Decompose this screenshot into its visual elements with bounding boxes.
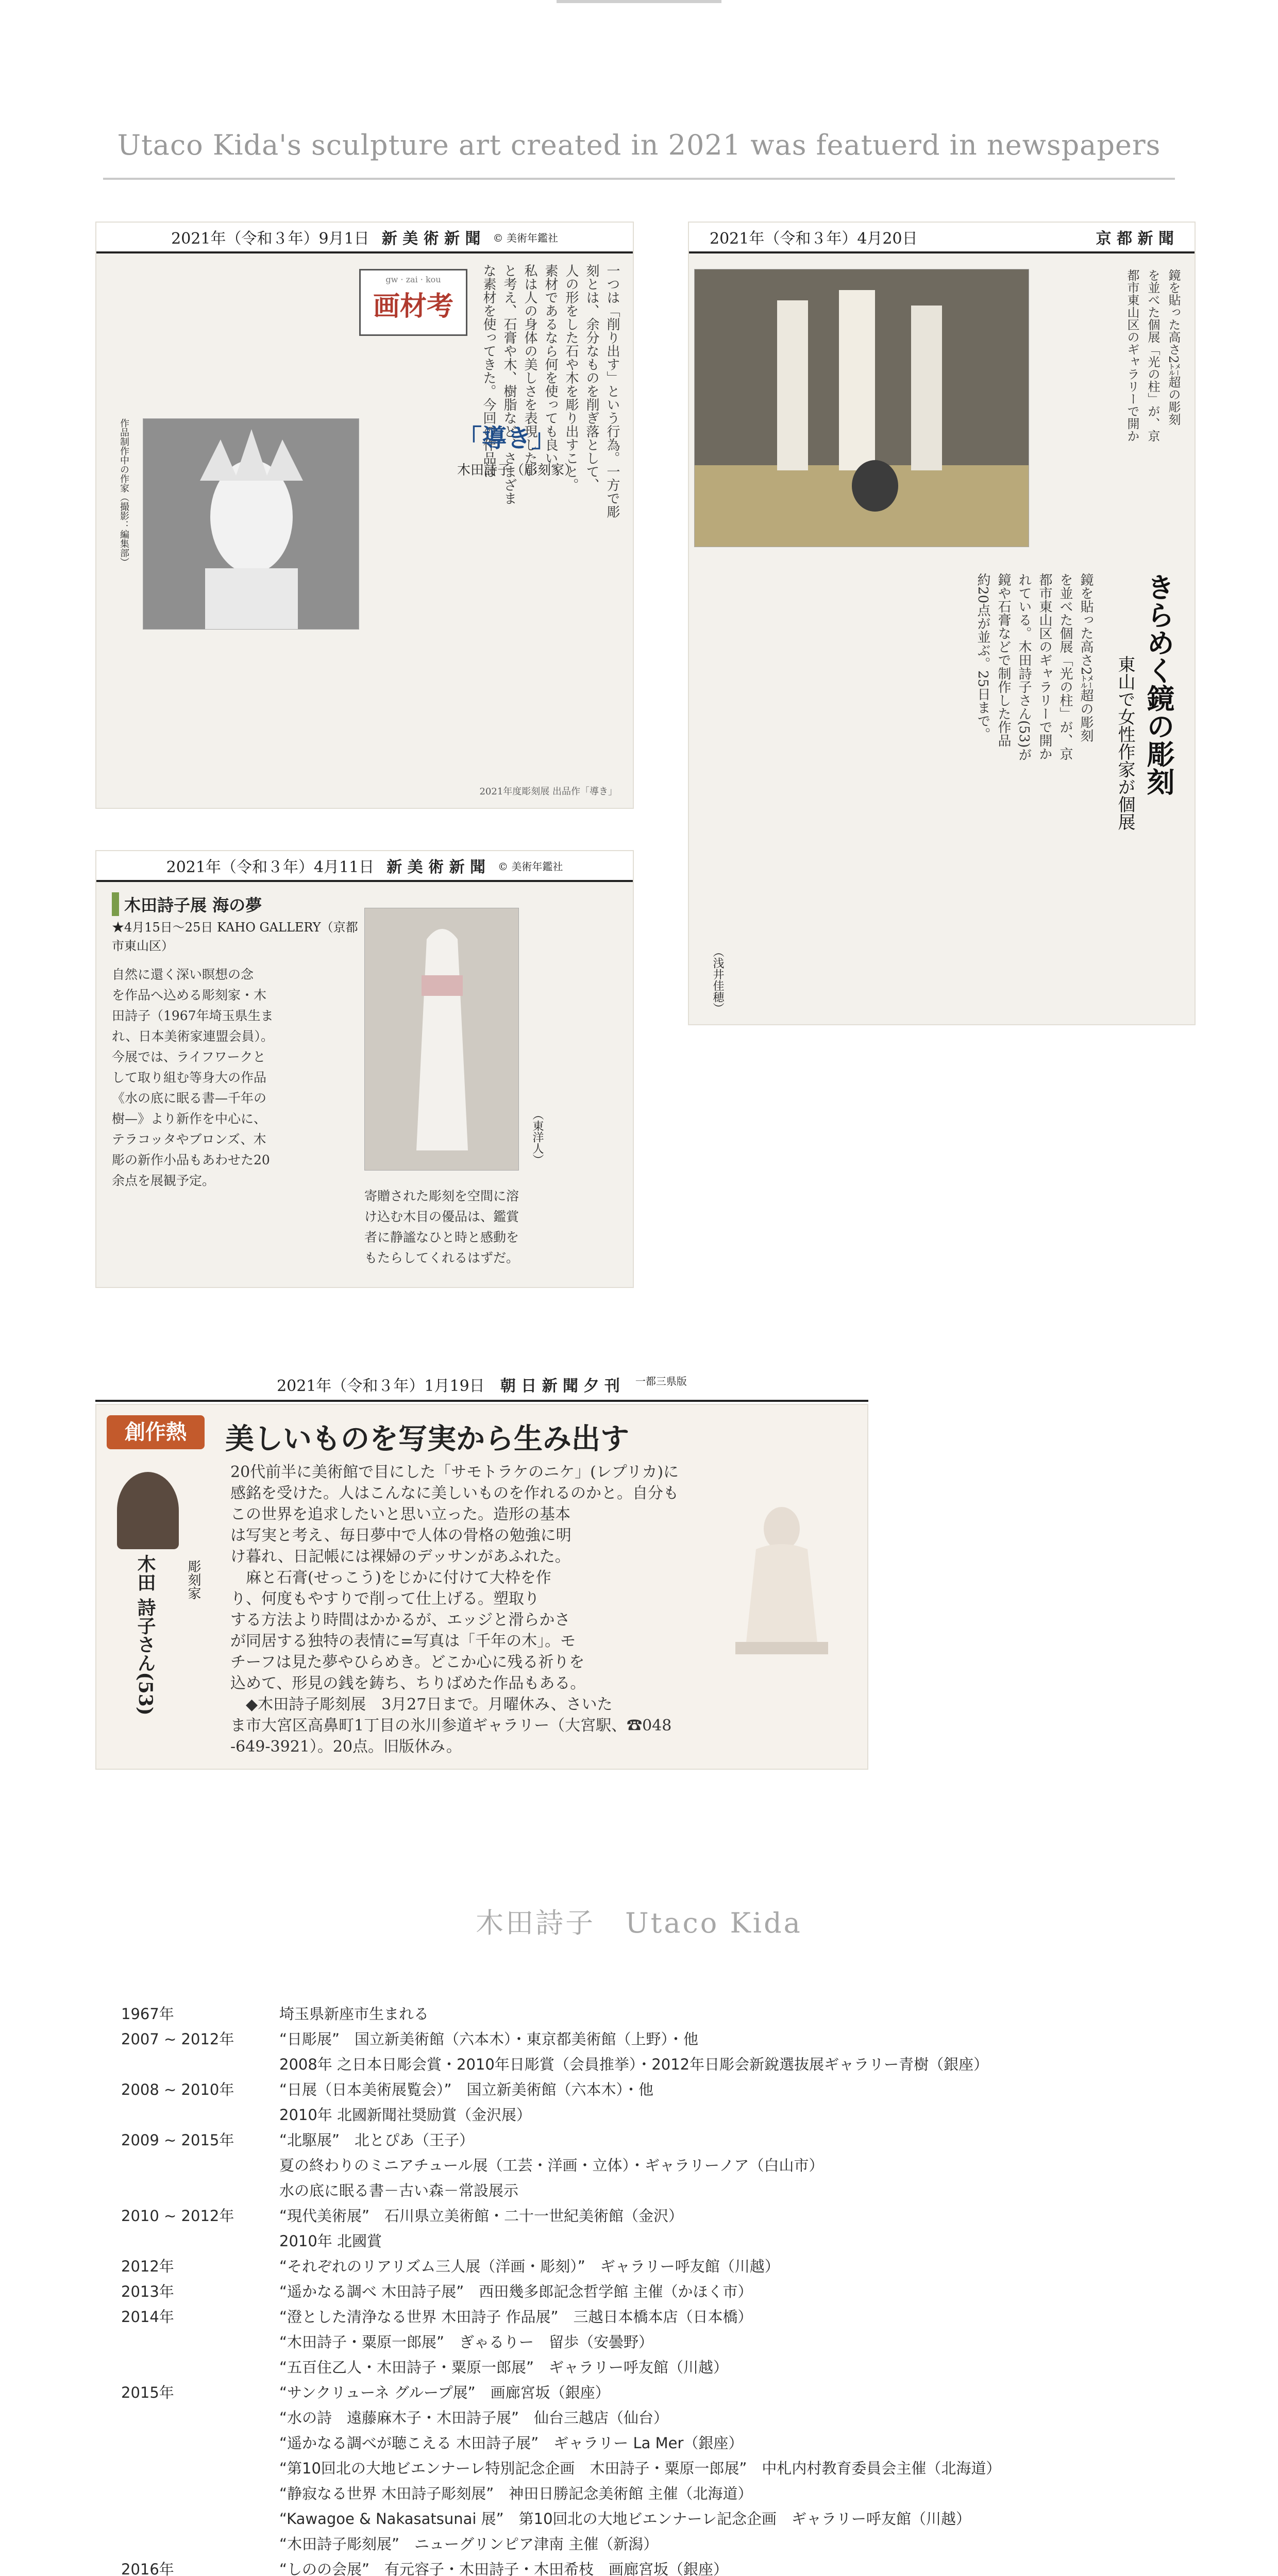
biography-year: 2012年 bbox=[121, 2258, 174, 2275]
clipping-header bbox=[96, 223, 633, 253]
sculpture-photo bbox=[143, 418, 359, 630]
biography-year: 1967年 bbox=[121, 2005, 174, 2023]
photo-caption: （東洋人） bbox=[531, 1109, 544, 1165]
biography-year: 2013年 bbox=[121, 2283, 174, 2300]
clipping-date: 2021年（令和３年）4月20日 bbox=[710, 230, 918, 248]
article-headline: 美しいものを写実から生み出す bbox=[225, 1422, 629, 1456]
clipping-shin-bijutsu-sept bbox=[95, 222, 634, 809]
biography-entry: 2010年 北國新聞社奨励賞（金沢展） bbox=[279, 2106, 532, 2124]
article-headline: きらめく鏡の彫刻 bbox=[1142, 573, 1175, 795]
biography-entry: “木田詩子・粟原一郎展” ぎゃるりー 留歩（安曇野） bbox=[279, 2333, 654, 2351]
work-caption: 2021年度彫刻展 出品作「導き」 bbox=[479, 786, 617, 797]
biography-year: 2008 ~ 2010年 bbox=[121, 2081, 234, 2098]
biography-entry: 埼玉県新座市生まれる bbox=[279, 2005, 429, 2023]
artist-role: 彫刻家 bbox=[186, 1560, 201, 1600]
biography-entry: “遥かなる調べが聴こえる 木田詩子展” ギャラリー La Mer（銀座） bbox=[279, 2434, 744, 2452]
clipping-asahi bbox=[95, 1404, 868, 1770]
biography-year: 2007 ~ 2012年 bbox=[121, 2030, 234, 2048]
biography-year: 2010 ~ 2012年 bbox=[121, 2207, 234, 2225]
photo-caption: 鏡を貼った高さ2㍍超の彫刻 を並べた個展「光の柱」が、京 都市東山区のギャラリーで開か bbox=[1125, 269, 1181, 442]
column-badge: 創作熱 bbox=[107, 1415, 205, 1449]
biography-entry: “水の詩 遠藤麻木子・木田詩子展” 仙台三越店（仙台） bbox=[279, 2409, 669, 2427]
artist-name: 木田 詩子さん(53) bbox=[134, 1554, 156, 1716]
clipping-header bbox=[689, 223, 1195, 253]
article-subhead: 東山で女性作家が個展 bbox=[1115, 655, 1135, 831]
sculpture-photo bbox=[715, 1493, 849, 1657]
title-divider bbox=[103, 178, 1175, 180]
biography-row bbox=[121, 2077, 1178, 2128]
article-note: 寄贈された彫刻を空間に溶 け込む木目の優品は、鑑賞 者に静謐なひと時と感動を もたらしてくれるはずだ。 bbox=[364, 1189, 519, 1265]
biography-entry: “Kawagoe & Nakasatsunai 展” 第10回北の大地ビエンナーレ記念企画 ギャラリー呼友館（川越） bbox=[279, 2510, 971, 2528]
article-body: 鏡を貼った高さ2㍍超の彫刻 を並べた個展「光の柱」が、京 都市東山区のギャラリーで開か れている。木田詩子さん(53)が 鏡や石膏などで制作した作品 約20点が並ぶ。25日まで。 bbox=[975, 573, 1094, 761]
biography-row bbox=[121, 2557, 1178, 2576]
biography-entry: “北駆展” 北とぴあ（王子） bbox=[279, 2131, 475, 2149]
biography-year: 2014年 bbox=[121, 2308, 174, 2326]
clipping-publisher: © 美術年鑑社 bbox=[493, 231, 558, 244]
column-badge: gw · zai · kou 画材考 bbox=[359, 269, 467, 336]
biography-year: 2015年 bbox=[121, 2384, 174, 2401]
biography-entry: 水の底に眠る書－古い森－常設展示 bbox=[279, 2182, 519, 2199]
photo-caption: 作品制作中の作家（撮影：編集部） bbox=[119, 418, 129, 567]
biography-title: 木田詩子 Utaco Kida bbox=[476, 1907, 802, 1939]
biography-entry: “サンクリューネ グループ展” 画廊宮坂（銀座） bbox=[279, 2384, 610, 2401]
page-title: Utaco Kida's sculpture art created in 2021 was featuerd in newspapers bbox=[117, 129, 1161, 161]
biography-row bbox=[121, 2304, 1178, 2380]
clipping-shin-bijutsu-april bbox=[95, 850, 634, 1288]
biography-row bbox=[121, 2128, 1178, 2204]
biography-row bbox=[121, 2279, 1178, 2304]
exhibit-title: 木田詩子展 海の夢 bbox=[112, 892, 262, 916]
artist-portrait bbox=[117, 1472, 179, 1549]
biography-entry: “現代美術展” 石川県立美術館・二十一世紀美術館（金沢） bbox=[279, 2207, 684, 2225]
biography-row bbox=[121, 2380, 1178, 2557]
biography-entry: “日展（日本美術展覧会）” 国立新美術館（六本木）・他 bbox=[279, 2081, 654, 2098]
biography-year: 2016年 bbox=[121, 2561, 174, 2576]
biography-entry: “澄とした清浄なる世界 木田詩子 作品展” 三越日本橋本店（日本橋） bbox=[279, 2308, 753, 2326]
biography-entry: “しのの会展” 有元容子・木田詩子・木田希枝 画廊宮坂（銀座） bbox=[279, 2561, 729, 2576]
biography-row bbox=[121, 2254, 1178, 2279]
clipping-edition: 一都三県版 bbox=[635, 1375, 687, 1387]
biography-entry: “遥かなる調べ 木田詩子展” 西田幾多郎記念哲学館 主催（かほく市） bbox=[279, 2283, 753, 2300]
gallery-photo bbox=[694, 269, 1029, 547]
biography-entry: “日彫展” 国立新美術館（六本木）・東京都美術館（上野）・他 bbox=[279, 2030, 699, 2048]
biography-entry: “静寂なる世界 木田詩子彫刻展” 神田日勝記念美術館 主催（北海道） bbox=[279, 2485, 753, 2502]
biography-entry: 2008年 之日本日彫会賞・2010年日彫賞（会員推挙）・2012年日彫会新銳選抜展ギャラリー青樹（銀座） bbox=[279, 2056, 989, 2073]
biography-entry: “それぞれのリアリズム三人展（洋画・彫刻）” ギャラリー呼友館（川越） bbox=[279, 2258, 780, 2275]
biography-entry: “五百住乙人・木田詩子・粟原一郎展” ギャラリー呼友館（川越） bbox=[279, 2359, 729, 2376]
clipping-publisher: © 美術年鑑社 bbox=[498, 860, 563, 873]
article-byline: （浅井佳穂） bbox=[711, 946, 724, 1014]
article-body: 自然に還く深い瞑想の念 を作品へ込める彫刻家・木 田詩子（1967年埼玉県生ま れ、日本美術家連盟会員）。 今展では、ライフワークと して取り組む等身大の作品 《水の底に眠る書—千年の 樹—》より新作を中心に、 テラコッタやブロンズ、木 彫の新作小品もあわせた20 余点を展観予定。 bbox=[112, 967, 274, 1188]
biography-row bbox=[121, 2002, 1178, 2027]
clipping-paper: 朝 日 新 聞 夕 刊 bbox=[500, 1377, 620, 1395]
clipping-asahi-date-line bbox=[95, 1373, 868, 1402]
work-title: 「導き」 bbox=[457, 424, 557, 453]
clipping-date: 2021年（令和３年）1月19日 bbox=[277, 1377, 485, 1395]
article-body: 一つは「削り出す」という行為。一方で彫 刻とは、余分なものを削ぎ落として、 人の形をした石や木を彫り出すこと。 素材であるなら何を使っても良い。 私は人の身体の美しさを表現したい と考え、石膏や木、樹脂など、さまざま な素材を使ってきた。今回の作品は bbox=[481, 264, 620, 518]
biography-row bbox=[121, 2027, 1178, 2077]
biography-row bbox=[121, 2204, 1178, 2254]
sculpture-photo bbox=[364, 908, 519, 1171]
clipping-date: 2021年（令和３年）9月1日 bbox=[171, 230, 369, 248]
biography-entry: “木田詩子彫刻展” ニューグリンピア津南 主催（新潟） bbox=[279, 2535, 659, 2553]
clipping-paper: 新 美 術 新 聞 bbox=[381, 230, 481, 248]
clipping-date: 2021年（令和３年）4月11日 bbox=[166, 858, 375, 876]
clipping-kyoto-shimbun bbox=[688, 222, 1196, 1025]
top-rule bbox=[557, 0, 721, 3]
biography-entry: “第10回北の大地ビエンナーレ特別記念企画 木田詩子・粟原一郎展” 中札内村教育委員会主催（北海道） bbox=[279, 2460, 1001, 2477]
article-body: 20代前半に美術館で目にした「サモトラケのニケ」(レプリカ)に 感銘を受けた。人はこんなに美しいものを作れるのかと。自分も この世界を追求したいと思い立った。造形の基本 は写実と考え、毎日夢中で人体の骨格の勉強に明 け暮れ、日記帳には裸婦のデッサンがあふれた。 麻と石膏(せっこう)をじかに付けて大枠を作 り、何度もやすりで削って仕上げる。塑取り する方法より時間はかかるが、エッジと滑らかさ が同居する独特の表情に=写真は「千年の木」。モ チーフは見た夢やひらめき。どこか心に残る祈りを 込めて、形見の銭を鋳ち、ちりばめた作品もある。 ◆木田詩子彫刻展 3月27日まで。月曜休み、さいた ま市大宮区高鼻町1丁目の氷川参道ギャラリー（大宮駅、☎048 -649-3921）。20点。旧版休み。 bbox=[230, 1463, 679, 1756]
clipping-paper: 京 都 新 聞 bbox=[1096, 230, 1174, 248]
biography-entry: 2010年 北國賞 bbox=[279, 2232, 382, 2250]
clipping-paper: 新 美 術 新 聞 bbox=[386, 858, 486, 876]
article-author: 木田詩子（彫刻家） bbox=[457, 463, 578, 478]
biography-list bbox=[121, 2002, 1178, 2576]
clipping-header bbox=[96, 851, 633, 882]
biography-year: 2009 ~ 2015年 bbox=[121, 2131, 234, 2149]
biography-entry: 夏の終わりのミニアチュール展（工芸・洋画・立体）・ギャラリーノア（白山市） bbox=[279, 2157, 824, 2174]
exhibit-venue: ★4月15日〜25日 KAHO GALLERY（京都市東山区） bbox=[112, 920, 358, 953]
